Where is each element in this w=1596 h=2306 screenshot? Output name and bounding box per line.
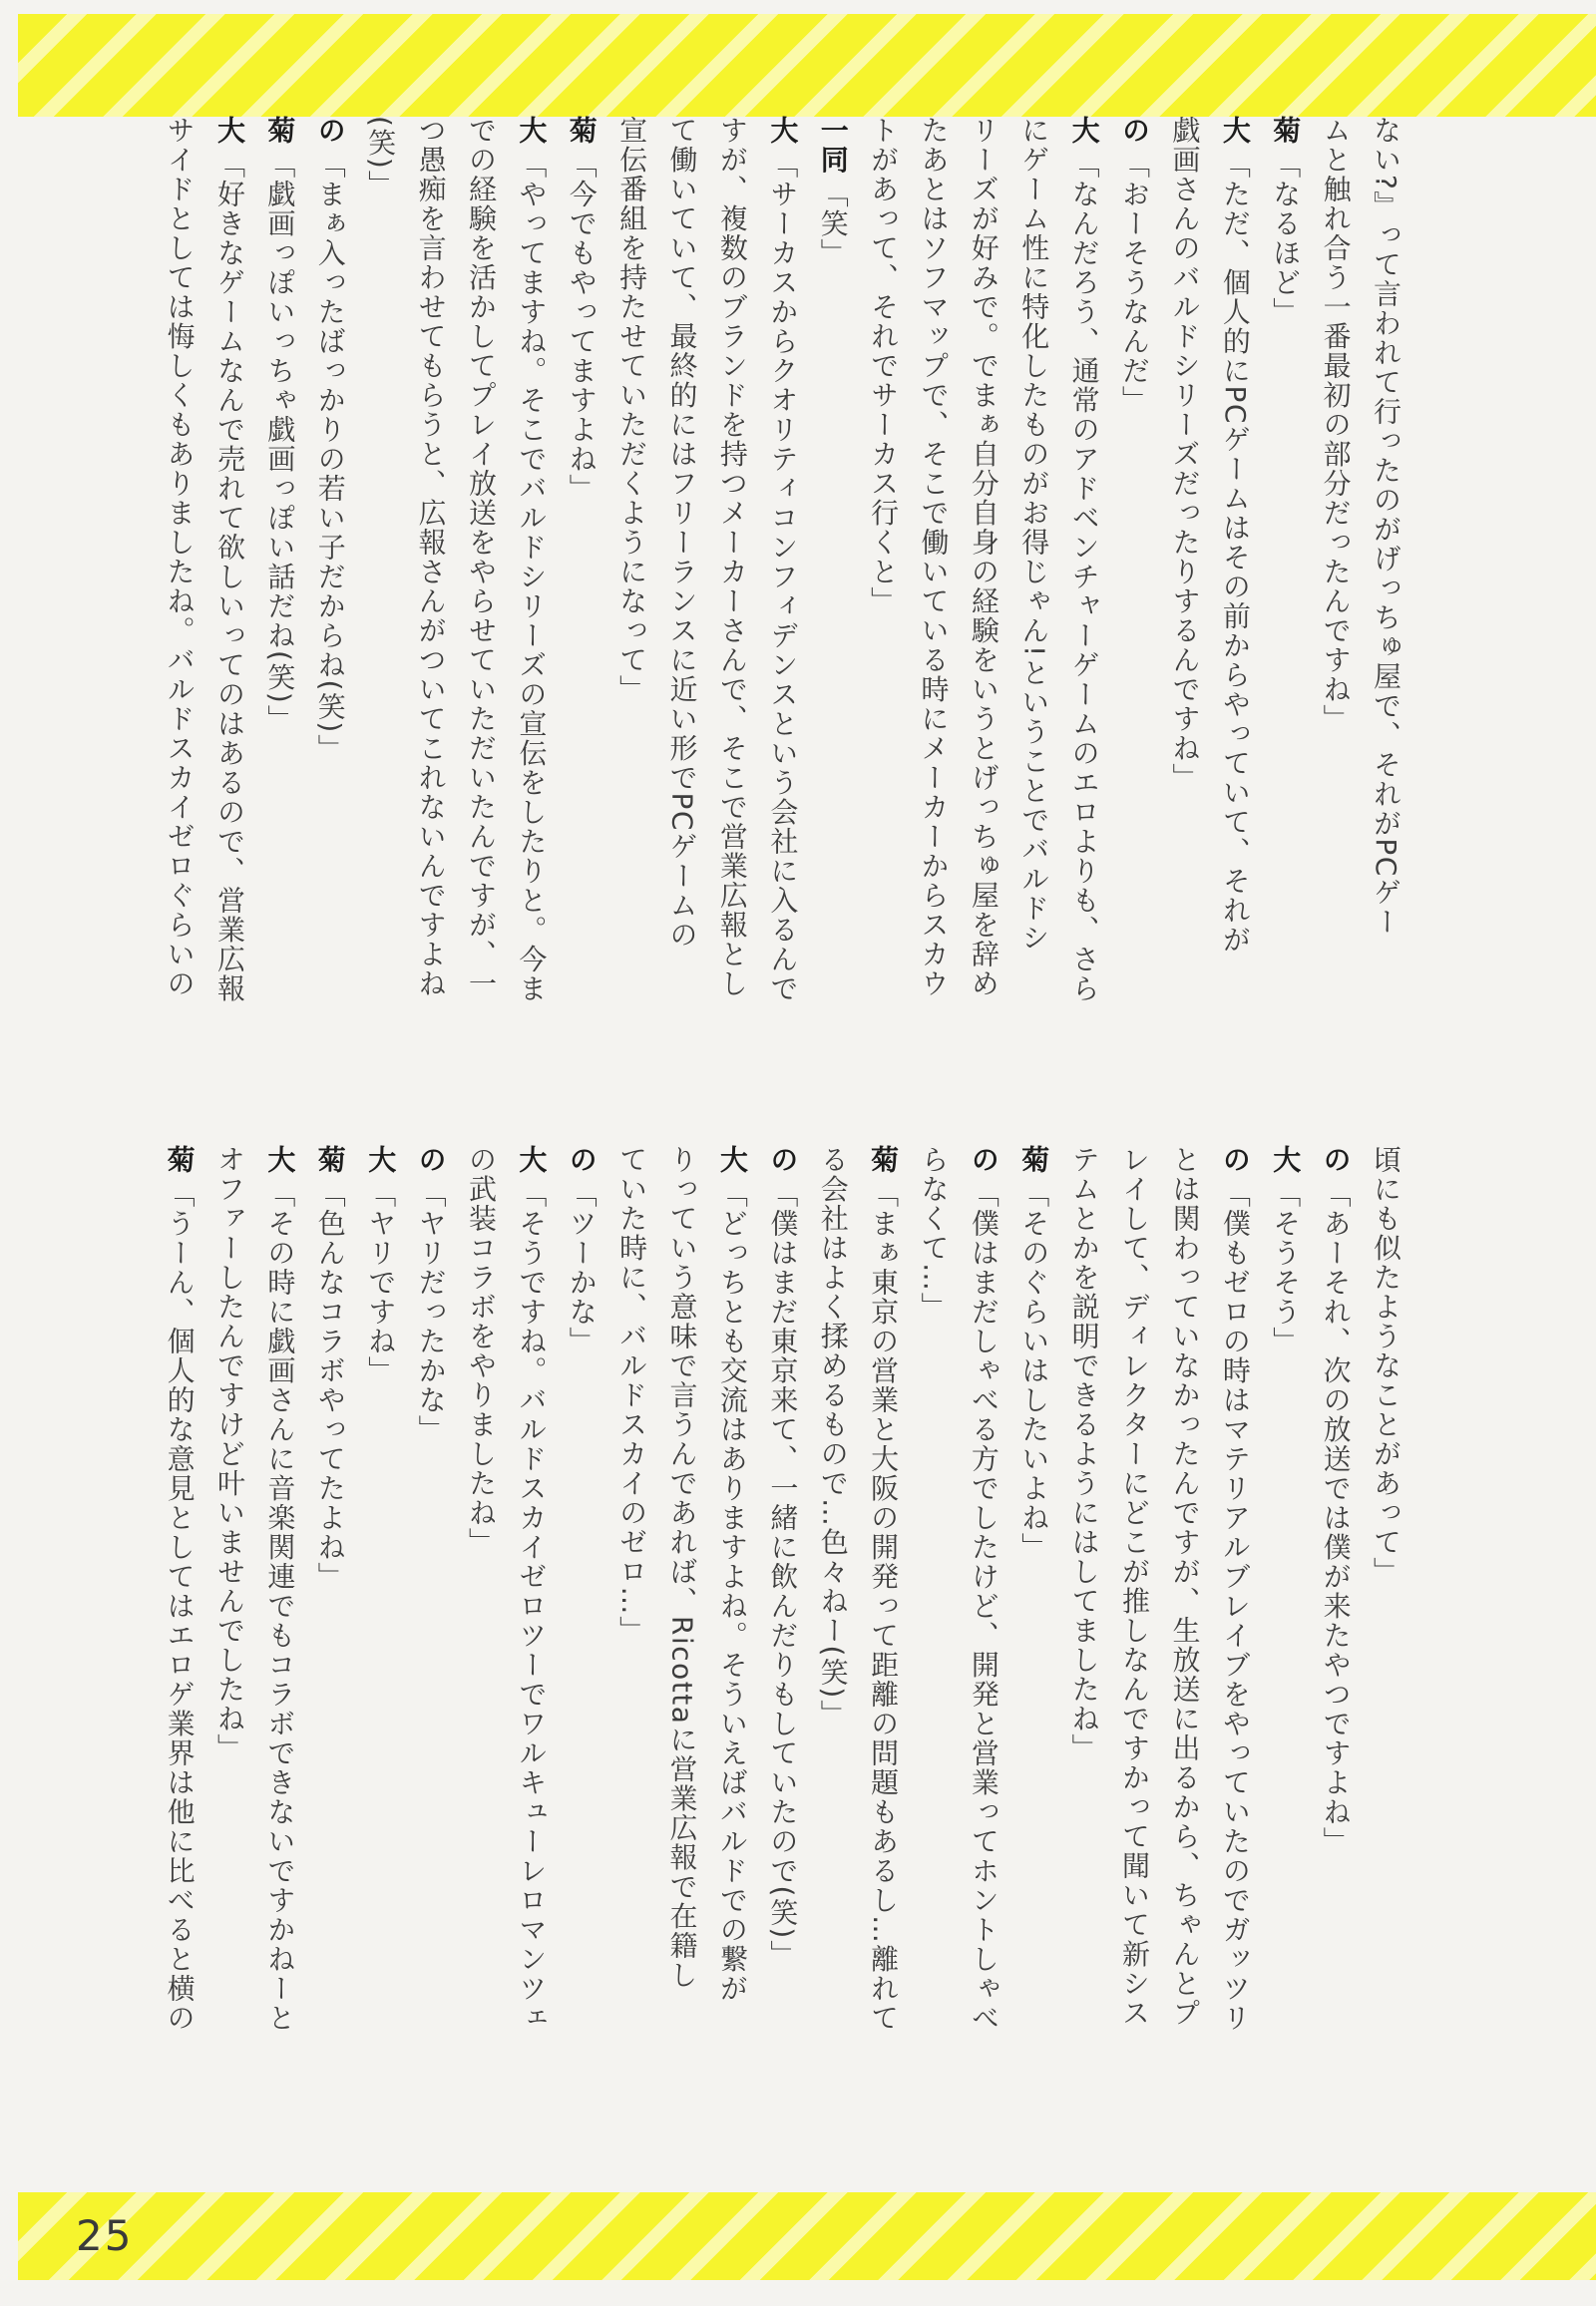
- dialogue-column: [606, 1145, 656, 2127]
- dialogue-column: [1109, 1145, 1159, 2127]
- speaker-label: 菊: [1269, 116, 1303, 146]
- dialogue-column: [1361, 1145, 1410, 2127]
- dialogue-text: での経験を活かしてプレイ放送をやらせていただいたんですが、一: [464, 116, 498, 998]
- dialogue-text: つ愚痴を言わせてもらうと、広報さんがついてこれないんですよね: [414, 116, 448, 998]
- speaker-label: の: [1118, 116, 1152, 146]
- dialogue-text: る会社はよく揉めるもので…色々ねー(笑)」: [816, 1145, 850, 1730]
- dialogue-text: 頃にも似たようなことがあって」: [1370, 1145, 1402, 1587]
- dialogue-column: [606, 116, 656, 1098]
- dialogue-column: [1058, 1145, 1108, 2127]
- dialogue-text: 「今でもやってますよね」: [565, 150, 598, 504]
- speaker-label: 菊: [867, 1145, 901, 1175]
- speaker-label: 菊: [263, 116, 297, 146]
- speaker-label: 菊: [1017, 1145, 1051, 1175]
- speaker-label: の: [967, 1145, 1000, 1175]
- dialogue-text: 「まぁ入ったばっかりの若い子だからね(笑)」: [313, 150, 347, 764]
- speaker-label: 菊: [163, 1145, 197, 1175]
- dialogue-column: [254, 116, 304, 1098]
- dialogue-text: 「ツーかな」: [565, 1179, 598, 1356]
- speaker-label: 菊: [565, 116, 598, 146]
- dialogue-text: とは関わっていなかったんですが、生放送に出るから、ちゃんとプ: [1168, 1145, 1202, 2028]
- dialogue-text: ムと触れ合う一番最初の部分だったんですね」: [1319, 116, 1353, 734]
- dialogue-text: 「僕はまだしゃべる方でしたけど、開発と営業ってホントしゃべ: [967, 1179, 1000, 2033]
- dialogue-column: [1361, 116, 1410, 1098]
- speaker-label: 大: [213, 116, 247, 146]
- dialogue-text: 「そうそう」: [1269, 1179, 1303, 1356]
- dialogue-column: [204, 116, 254, 1098]
- speaker-label: の: [313, 116, 347, 146]
- speaker-label: の: [1218, 1145, 1252, 1175]
- dialogue-text: 「笑」: [816, 180, 850, 268]
- dialogue-text: 「好きなゲームなんで売れて欲しいってのはあるので、営業広報: [213, 150, 247, 1003]
- speaker-label: 大: [263, 1145, 297, 1175]
- dialogue-text: 「ただ、個人的にPCゲームはその前からやっていて、それが: [1218, 150, 1252, 955]
- dialogue-column: [355, 116, 405, 1098]
- speaker-label: の: [1319, 1145, 1353, 1175]
- dialogue-text: て働いていて、最終的にはフリーランスに近い形でPCゲームの: [665, 116, 699, 950]
- dialogue-text: 宣伝番組を持たせていただくようになって」: [615, 116, 649, 704]
- dialogue-text: 「ヤリだったかな」: [414, 1179, 448, 1444]
- dialogue-text: 「色んなコラボやってたよね」: [313, 1179, 347, 1592]
- dialogue-text: 「なんだろう、通常のアドベンチャーゲームのエロよりも、さら: [1067, 150, 1101, 1003]
- dialogue-text: (笑)」: [364, 116, 398, 199]
- page-number: 25: [76, 2211, 134, 2260]
- dialogue-column: [456, 116, 506, 1098]
- dialogue-column: [707, 116, 757, 1098]
- dialogue-text: 「その時に戯画さんに音楽関連でもコラボできないですかねーと: [263, 1179, 297, 2033]
- dialogue-column: [304, 116, 354, 1098]
- dialogue-column: [858, 116, 908, 1098]
- interview-text-block-top: [154, 116, 1410, 1098]
- dialogue-column: [355, 1145, 405, 2127]
- dialogue-text: サイドとしては悔しくもありましたね。バルドスカイゼロぐらいの: [163, 116, 197, 998]
- dialogue-text: オファーしたんですけど叶いませんでしたね」: [213, 1145, 247, 1763]
- dialogue-column: [958, 116, 1007, 1098]
- dialogue-column: [154, 116, 203, 1098]
- dialogue-column: [1109, 116, 1159, 1098]
- speaker-label: 大: [515, 1145, 549, 1175]
- speaker-label: の: [414, 1145, 448, 1175]
- dialogue-column: [405, 116, 455, 1098]
- dialogue-column: [1008, 1145, 1058, 2127]
- dialogue-text: 「うーん、個人的な意見としてはエロゲ業界は他に比べると横の: [163, 1179, 197, 2033]
- dialogue-column: [908, 1145, 958, 2127]
- dialogue-text: 「そうですね。バルドスカイゼロツーでワルキューレロマンツェ: [515, 1179, 549, 2033]
- dialogue-column: [757, 1145, 807, 2127]
- speaker-label: 大: [1269, 1145, 1303, 1175]
- dialogue-column: [506, 1145, 556, 2127]
- dialogue-column: [807, 116, 857, 1098]
- speaker-label: 大: [1218, 116, 1252, 146]
- dialogue-text: たあとはソフマップで、そこで働いている時にメーカーからスカウ: [917, 116, 951, 998]
- dialogue-column: [154, 1145, 203, 2127]
- bottom-stripe-bar: [18, 2192, 1596, 2280]
- dialogue-text: にゲーム性に特化したものがお得じゃん!ということでバルドシ: [1017, 116, 1051, 953]
- dialogue-text: 「なるほど」: [1269, 150, 1303, 327]
- dialogue-column: [656, 116, 706, 1098]
- dialogue-text: 「やってますね。そこでバルドシリーズの宣伝をしたりと。今ま: [515, 150, 549, 1003]
- dialogue-text: ていた時に、バルドスカイのゼロ…」: [615, 1145, 649, 1646]
- dialogue-column: [958, 1145, 1007, 2127]
- speaker-label: 大: [715, 1145, 749, 1175]
- dialogue-text: ない?』って言われて行ったのがげっちゅ屋で、それがPCゲー: [1370, 116, 1402, 937]
- dialogue-text: 「戯画っぽいっちゃ戯画っぽい話だね(笑)」: [263, 150, 297, 734]
- speaker-label: 大: [364, 1145, 398, 1175]
- dialogue-column: [807, 1145, 857, 2127]
- dialogue-column: [1209, 1145, 1259, 2127]
- dialogue-text: 「僕もゼロの時はマテリアルブレイブをやっていたのでガッツリ: [1218, 1179, 1252, 2033]
- dialogue-column: [1008, 116, 1058, 1098]
- speaker-label: の: [565, 1145, 598, 1175]
- dialogue-text: の武装コラボをやりましたね」: [464, 1145, 498, 1557]
- dialogue-column: [656, 1145, 706, 2127]
- dialogue-text: 戯画さんのバルドシリーズだったりするんですね」: [1168, 116, 1202, 793]
- dialogue-column: [1260, 1145, 1310, 2127]
- dialogue-column: [456, 1145, 506, 2127]
- dialogue-column: [858, 1145, 908, 2127]
- dialogue-column: [405, 1145, 455, 2127]
- dialogue-text: レイして、ディレクターにどこが推しなんですかって聞いて新シス: [1118, 1145, 1152, 2028]
- speaker-label: の: [766, 1145, 800, 1175]
- speaker-label: 一同: [816, 116, 850, 175]
- dialogue-column: [1058, 116, 1108, 1098]
- dialogue-text: りっていう意味で言うんであれば、Ricottaに営業広報で在籍し: [665, 1145, 699, 1990]
- dialogue-column: [556, 1145, 605, 2127]
- dialogue-text: 「僕はまだ東京来て、一緒に飲んだりもしていたので(笑)」: [766, 1179, 800, 1970]
- dialogue-column: [908, 116, 958, 1098]
- dialogue-column: [1159, 116, 1209, 1098]
- dialogue-text: らなくて…」: [917, 1145, 951, 1322]
- speaker-label: 大: [515, 116, 549, 146]
- dialogue-text: 「おーそうなんだ」: [1118, 150, 1152, 415]
- dialogue-text: 「あーそれ、次の放送では僕が来たやつですよね」: [1319, 1179, 1353, 1856]
- speaker-label: 大: [1067, 116, 1101, 146]
- dialogue-column: [204, 1145, 254, 2127]
- dialogue-text: リーズが好みで。でまぁ自分自身の経験をいうとげっちゅ屋を辞め: [967, 116, 1000, 998]
- top-stripe-bar: [18, 14, 1596, 117]
- speaker-label: 菊: [313, 1145, 347, 1175]
- dialogue-column: [1260, 116, 1310, 1098]
- dialogue-text: 「まぁ東京の営業と大阪の開発って距離の問題もあるし…離れて: [867, 1179, 901, 2033]
- dialogue-column: [757, 116, 807, 1098]
- dialogue-text: テムとかを説明できるようにはしてましたね」: [1067, 1145, 1101, 1763]
- dialogue-column: [1310, 116, 1360, 1098]
- dialogue-column: [1209, 116, 1259, 1098]
- dialogue-text: 「どっちとも交流はありますよね。そういえばバルドでの繋が: [715, 1179, 749, 2004]
- speaker-label: 大: [766, 116, 800, 146]
- dialogue-text: 「ヤリですね」: [364, 1179, 398, 1385]
- dialogue-column: [1159, 1145, 1209, 2127]
- dialogue-column: [707, 1145, 757, 2127]
- dialogue-text: すが、複数のブランドを持つメーカーさんで、そこで営業広報とし: [715, 116, 749, 998]
- dialogue-column: [1310, 1145, 1360, 2127]
- dialogue-text: 「サーカスからクオリティコンフィデンスという会社に入るんで: [766, 150, 800, 1003]
- dialogue-column: [556, 116, 605, 1098]
- dialogue-text: 「そのぐらいはしたいよね」: [1017, 1179, 1051, 1562]
- dialogue-column: [506, 116, 556, 1098]
- dialogue-column: [304, 1145, 354, 2127]
- dialogue-text: トがあって、それでサーカス行くと」: [867, 116, 901, 616]
- interview-text-block-bottom: [154, 1145, 1410, 2127]
- dialogue-column: [254, 1145, 304, 2127]
